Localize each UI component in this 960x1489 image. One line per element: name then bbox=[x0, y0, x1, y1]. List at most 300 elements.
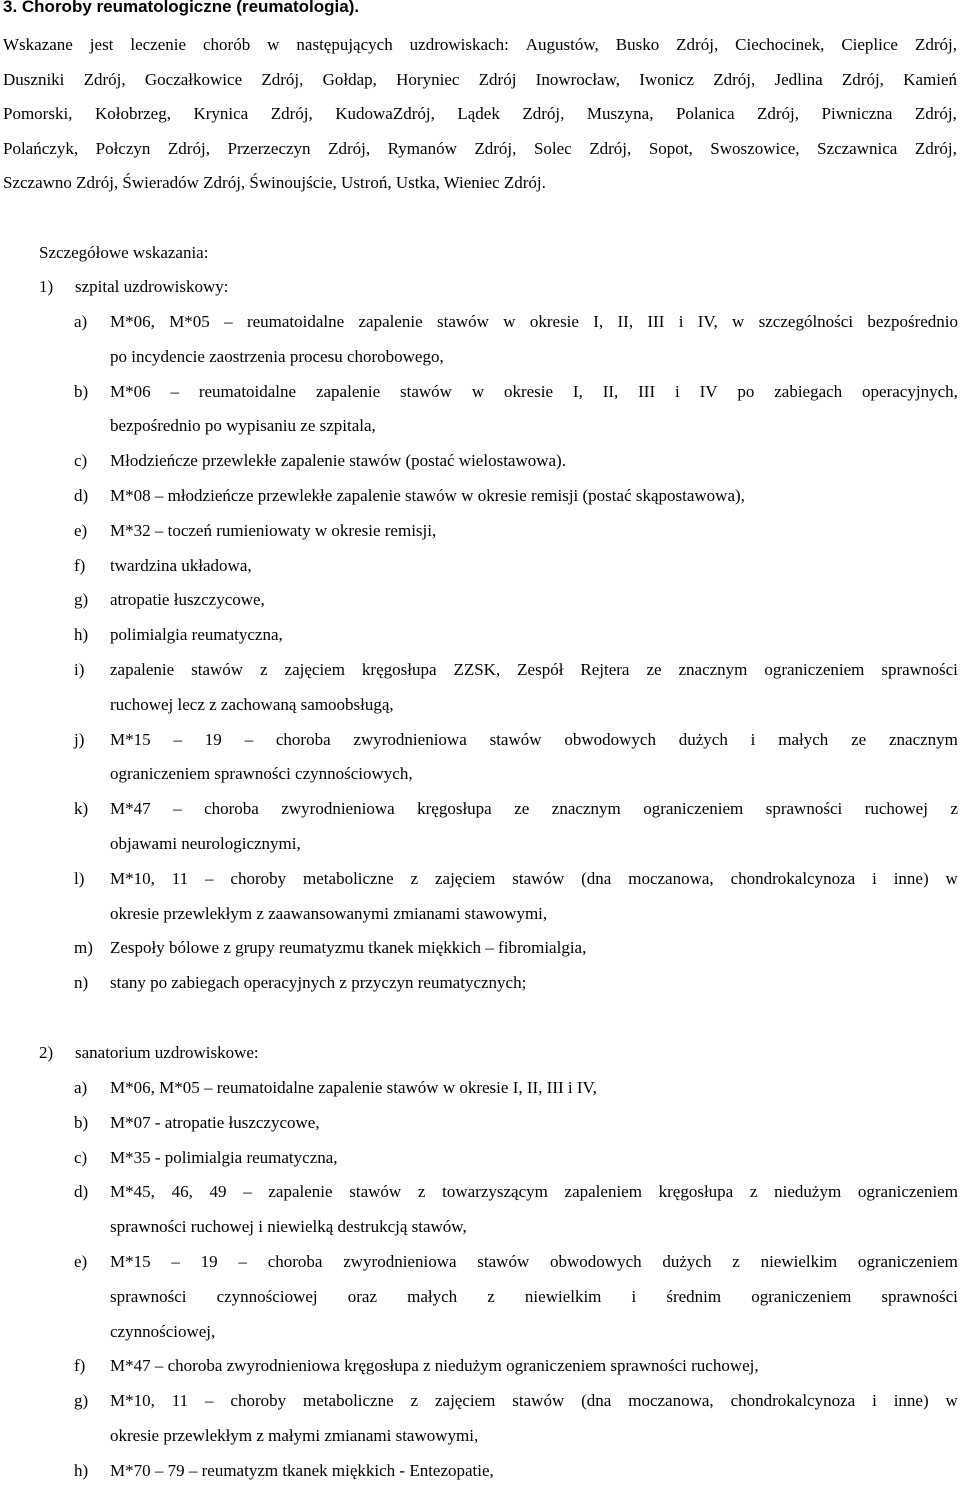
list-item bbox=[74, 1106, 958, 1141]
list-item-line bbox=[110, 827, 958, 862]
word: – bbox=[173, 729, 182, 749]
list-item-line bbox=[110, 1245, 958, 1280]
word: kręgosłupa bbox=[417, 799, 492, 819]
word: Horyniec bbox=[396, 69, 460, 89]
list-item bbox=[74, 653, 958, 723]
word: Sopot, bbox=[648, 138, 693, 158]
list-item-line bbox=[110, 618, 958, 653]
word: towarzyszącym bbox=[442, 1182, 548, 1202]
word: – bbox=[224, 312, 233, 331]
list-item-letter: d) bbox=[74, 1182, 89, 1202]
word: chondrokalcynoza bbox=[730, 868, 856, 888]
word: stawów bbox=[489, 729, 542, 749]
word: zwyrodnieniowa bbox=[343, 1251, 457, 1271]
line-text: okresie przewlekłym z zaawansowanymi zmianami stawowymi, bbox=[110, 903, 548, 923]
word: metaboliczne bbox=[303, 1391, 394, 1411]
word: moczanowa, bbox=[628, 1391, 714, 1411]
word: – bbox=[205, 1391, 214, 1411]
word: ze bbox=[851, 729, 867, 749]
word: stawów bbox=[477, 1251, 530, 1271]
list-item-line bbox=[110, 549, 958, 584]
word: i bbox=[631, 1286, 637, 1306]
list-item-letter: m) bbox=[74, 938, 93, 958]
word: metaboliczne bbox=[303, 868, 394, 888]
line-text: M*08 – młodzieńcze przewlekłe zapalenie stawów w okresie remisji (postać skąpostawowa), bbox=[110, 485, 745, 505]
list-item bbox=[74, 305, 958, 375]
word: Kamień bbox=[903, 69, 957, 89]
line-text: Młodzieńcze przewlekłe zapalenie stawów (postać wielostawowa). bbox=[110, 451, 566, 471]
list-item-letter: a) bbox=[74, 312, 88, 331]
list-item-letter: f) bbox=[74, 555, 86, 575]
list-item bbox=[74, 1384, 958, 1454]
word: choroba bbox=[204, 799, 259, 819]
list-item bbox=[74, 966, 958, 1001]
list-item-text bbox=[110, 1454, 958, 1489]
list-item-letter: g) bbox=[74, 1391, 89, 1411]
section-hospital-list bbox=[74, 305, 958, 1001]
word: po bbox=[737, 381, 755, 401]
word: Pomorski, bbox=[3, 104, 73, 124]
word: i bbox=[674, 381, 680, 401]
word: z bbox=[410, 1391, 419, 1411]
word: 19 bbox=[200, 1251, 218, 1271]
word: Zdrój, bbox=[83, 69, 126, 89]
word: Zdrój, bbox=[914, 104, 957, 124]
word: następujących bbox=[296, 35, 393, 54]
list-item bbox=[74, 1071, 958, 1106]
word: reumatoidalne bbox=[246, 312, 345, 331]
list-item-text bbox=[110, 1245, 958, 1349]
word: z bbox=[487, 1286, 495, 1306]
word: niedużym bbox=[774, 1182, 842, 1202]
list-item-letter: i) bbox=[74, 659, 85, 679]
word: z bbox=[732, 1251, 740, 1271]
list-item-text bbox=[110, 444, 958, 479]
word: obwodowych bbox=[564, 729, 656, 749]
word: M*47 bbox=[110, 799, 151, 819]
word: w bbox=[267, 35, 280, 54]
list-item-letter: e) bbox=[74, 1251, 88, 1271]
word: z bbox=[749, 1182, 758, 1202]
word: zajęciem bbox=[434, 1391, 496, 1411]
line-text: sprawności ruchowej i niewielką destrukcją stawów, bbox=[110, 1217, 467, 1237]
list-item-line bbox=[110, 340, 958, 375]
list-item-text bbox=[110, 375, 958, 445]
word: znacznym bbox=[678, 659, 748, 679]
word: okresie bbox=[529, 312, 579, 331]
word: 46, bbox=[171, 1182, 193, 1202]
word: Zdrój, bbox=[841, 69, 884, 89]
word: operacyjnych, bbox=[862, 381, 958, 401]
word: 11 bbox=[171, 1391, 189, 1411]
word: zapalenie bbox=[110, 659, 175, 679]
word: Szczawnica bbox=[817, 138, 898, 158]
intro-line: Szczawno Zdrój, Świeradów Zdrój, Świnoujście, Ustroń, Ustka, Wieniec Zdrój. bbox=[3, 173, 546, 193]
list-item-text bbox=[110, 792, 958, 862]
list-item-text bbox=[110, 514, 958, 549]
word: sprawności bbox=[881, 659, 958, 679]
word: niewielkim bbox=[760, 1251, 838, 1271]
list-item-letter: a) bbox=[74, 1078, 88, 1097]
list-item bbox=[74, 792, 958, 862]
section-number: 1) bbox=[39, 277, 54, 296]
word: Zdrój, bbox=[757, 104, 800, 124]
intro-line bbox=[3, 63, 957, 98]
word: i bbox=[872, 868, 877, 888]
word: (dna bbox=[581, 868, 612, 888]
word: z bbox=[950, 799, 958, 819]
list-item-text bbox=[110, 1071, 958, 1106]
word: Przerzeczyn bbox=[227, 138, 311, 158]
section-title: 3. Choroby reumatologiczne (reumatologia). bbox=[3, 0, 360, 16]
word: ograniczeniem bbox=[643, 799, 744, 819]
list-item-line bbox=[110, 479, 958, 514]
list-item-letter: l) bbox=[74, 868, 85, 888]
list-item bbox=[74, 862, 958, 932]
word: Inowrocław, bbox=[535, 69, 621, 89]
word: zapalenie bbox=[268, 1182, 333, 1202]
word: ograniczeniem bbox=[751, 1286, 852, 1306]
list-item-text bbox=[110, 479, 958, 514]
list-item bbox=[74, 514, 958, 549]
word: Zdrój, bbox=[713, 69, 756, 89]
word: ograniczeniem bbox=[857, 1182, 958, 1202]
word: chondrokalcynoza bbox=[730, 1391, 856, 1411]
word: KudowaZdrój, bbox=[335, 104, 435, 124]
word: małych bbox=[778, 729, 829, 749]
word: Muszyna, bbox=[586, 104, 654, 124]
word: II, bbox=[602, 381, 619, 401]
word: stawów bbox=[191, 659, 244, 679]
word: Gołdap, bbox=[322, 69, 377, 89]
word: M*10, bbox=[110, 1391, 155, 1411]
word: M*05 bbox=[169, 312, 210, 331]
list-item bbox=[74, 1245, 958, 1349]
word: Cieplice bbox=[841, 35, 898, 54]
line-text: ruchowej lecz z zachowaną samoobsługą, bbox=[110, 694, 394, 714]
list-item-line bbox=[110, 1384, 958, 1419]
word: choroba bbox=[267, 1251, 323, 1271]
section-hospital-heading bbox=[39, 270, 228, 304]
word: Zdrój, bbox=[914, 35, 957, 54]
list-item-text bbox=[110, 1384, 958, 1454]
list-item-letter: c) bbox=[74, 1147, 88, 1167]
word: III bbox=[638, 381, 656, 401]
word: IV, bbox=[697, 312, 718, 331]
word: sprawności bbox=[110, 1286, 187, 1306]
word: Busko bbox=[615, 35, 660, 54]
word: zwyrodnieniowa bbox=[281, 799, 395, 819]
word: małych bbox=[407, 1286, 458, 1306]
line-text: Zespoły bólowe z grupy reumatyzmu tkanek miękkich – fibromialgia, bbox=[110, 938, 587, 958]
word: choroby bbox=[230, 868, 287, 888]
word: ze bbox=[646, 659, 662, 679]
word: Augustów, bbox=[525, 35, 599, 54]
word: stawów bbox=[437, 312, 489, 331]
list-item-text bbox=[110, 1106, 958, 1141]
word: IV bbox=[699, 381, 718, 401]
intro-line bbox=[3, 28, 957, 63]
list-item-line bbox=[110, 897, 958, 932]
word: Krynica bbox=[193, 104, 249, 124]
list-item-letter: e) bbox=[74, 520, 88, 540]
list-item-text bbox=[110, 1349, 958, 1384]
list-item-letter: g) bbox=[74, 590, 89, 610]
word: sprawności bbox=[881, 1286, 958, 1306]
list-item-line bbox=[110, 688, 958, 723]
word: z bbox=[410, 868, 419, 888]
word: stawów bbox=[400, 381, 452, 401]
word: Zdrój, bbox=[328, 138, 371, 158]
word: – bbox=[205, 868, 214, 888]
word: chorób bbox=[203, 35, 251, 54]
list-item-letter: k) bbox=[74, 799, 89, 819]
word: M*06, bbox=[110, 312, 155, 331]
word: Zdrój, bbox=[589, 138, 632, 158]
list-item-line bbox=[110, 409, 958, 444]
word: ograniczeniem bbox=[764, 659, 865, 679]
list-item-text bbox=[110, 862, 958, 932]
word: 49 bbox=[209, 1182, 227, 1202]
word: Solec bbox=[533, 138, 572, 158]
word: dużych bbox=[678, 729, 728, 749]
list-item bbox=[74, 618, 958, 653]
list-item bbox=[74, 1141, 958, 1176]
word: choroba bbox=[275, 729, 331, 749]
word: ograniczeniem bbox=[857, 1251, 958, 1271]
section-number: 2) bbox=[39, 1043, 54, 1062]
list-item-line bbox=[110, 1315, 958, 1350]
line-text: atropatie łuszczycowe, bbox=[110, 590, 265, 610]
word: sprawności bbox=[765, 799, 843, 819]
word: – bbox=[173, 799, 182, 819]
word: stawów bbox=[512, 868, 565, 888]
word: I, bbox=[593, 312, 604, 331]
word: obwodowych bbox=[550, 1251, 642, 1271]
list-item-line bbox=[110, 1071, 958, 1106]
word: – bbox=[238, 1251, 247, 1271]
word: Lądek bbox=[457, 104, 500, 124]
list-item bbox=[74, 583, 958, 618]
line-text: czynnościowej, bbox=[110, 1321, 216, 1341]
details-heading: Szczegółowe wskazania: bbox=[39, 243, 209, 262]
list-item-text bbox=[110, 653, 958, 723]
word: zapalenie bbox=[315, 381, 381, 401]
list-item-text bbox=[110, 618, 958, 653]
word: Jedlina bbox=[774, 69, 823, 89]
word: dużych bbox=[662, 1251, 712, 1271]
list-item-text bbox=[110, 305, 958, 375]
list-item bbox=[74, 375, 958, 445]
word: Zdrój, bbox=[914, 138, 957, 158]
word: znacznym bbox=[888, 729, 958, 749]
word: M*06 bbox=[110, 381, 151, 401]
word: reumatoidalne bbox=[198, 381, 297, 401]
list-item-text bbox=[110, 1175, 958, 1245]
word: czynnościowej bbox=[216, 1286, 318, 1306]
word: Zdrój, bbox=[474, 138, 517, 158]
word: w bbox=[732, 312, 745, 331]
list-item-line bbox=[110, 723, 958, 758]
line-text: M*06, M*05 – reumatoidalne zapalenie stawów w okresie I, II, III i IV, bbox=[110, 1078, 597, 1097]
list-item-letter: b) bbox=[74, 1112, 89, 1132]
word: zapalenie bbox=[358, 312, 423, 331]
list-item-letter: f) bbox=[74, 1356, 86, 1376]
word: Zdrój, bbox=[167, 138, 210, 158]
word: szczególności bbox=[758, 312, 854, 331]
word: Piwniczna bbox=[821, 104, 893, 124]
list-item-line bbox=[110, 375, 958, 410]
word: III bbox=[647, 312, 665, 331]
word: Zdrój bbox=[478, 69, 517, 89]
section-heading-text: szpital uzdrowiskowy: bbox=[75, 277, 229, 296]
word: zapaleniem bbox=[564, 1182, 642, 1202]
list-item bbox=[74, 931, 958, 966]
line-text: bezpośrednio po wypisaniu ze szpitala, bbox=[110, 416, 376, 436]
line-text: M*32 – toczeń rumieniowaty w okresie remisji, bbox=[110, 520, 437, 540]
word: I, bbox=[572, 381, 583, 401]
word: Polańczyk, bbox=[3, 138, 79, 158]
list-item-line bbox=[110, 653, 958, 688]
line-text: M*35 - polimialgia reumatyczna, bbox=[110, 1147, 338, 1167]
word: 11 bbox=[171, 868, 189, 888]
word: Kołobrzeg, bbox=[94, 104, 171, 124]
list-item-line bbox=[110, 583, 958, 618]
word: w bbox=[945, 1391, 958, 1411]
word: Połczyn bbox=[95, 138, 151, 158]
list-item-line bbox=[110, 514, 958, 549]
line-text: M*70 – 79 – reumatyzm tkanek miękkich - Entezopatie, bbox=[110, 1460, 494, 1480]
word: ruchowej bbox=[864, 799, 928, 819]
list-item-text bbox=[110, 549, 958, 584]
word: – bbox=[171, 1251, 180, 1271]
line-text: M*47 – choroba zwyrodnieniowa kręgosłupa z niedużym ograniczeniem sprawności ruchowej, bbox=[110, 1356, 759, 1376]
word: Zdrój, bbox=[261, 69, 304, 89]
word: Iwonicz bbox=[639, 69, 695, 89]
line-text: twardzina układowa, bbox=[110, 555, 252, 575]
list-item-letter: h) bbox=[74, 625, 89, 645]
word: ZZSK, bbox=[453, 659, 501, 679]
word: z bbox=[260, 659, 268, 679]
word: Goczałkowice bbox=[144, 69, 243, 89]
word: M*10, bbox=[110, 868, 155, 888]
list-item-line bbox=[110, 792, 958, 827]
list-item-line bbox=[110, 444, 958, 479]
word: oraz bbox=[347, 1286, 377, 1306]
word: znacznym bbox=[551, 799, 621, 819]
list-item-line bbox=[110, 1454, 958, 1489]
word: Rejtera bbox=[580, 659, 630, 679]
word: Polanica bbox=[675, 104, 735, 124]
word: Wskazane bbox=[3, 35, 73, 54]
word: inne) bbox=[893, 868, 929, 888]
list-item-letter: j) bbox=[74, 729, 85, 749]
list-item-line bbox=[110, 1280, 958, 1315]
line-text: M*07 - atropatie łuszczycowe, bbox=[110, 1112, 320, 1132]
word: inne) bbox=[893, 1391, 929, 1411]
word: w bbox=[471, 381, 485, 401]
word: i bbox=[750, 729, 756, 749]
word: okresie bbox=[503, 381, 554, 401]
section-sanatorium-heading bbox=[39, 1036, 259, 1070]
word: ze bbox=[514, 799, 530, 819]
word: niewielkim bbox=[524, 1286, 602, 1306]
word: stawów bbox=[512, 1391, 565, 1411]
word: bezpośrednio bbox=[867, 312, 958, 331]
word: i bbox=[872, 1391, 877, 1411]
word: Zdrój, bbox=[522, 104, 565, 124]
word: Zdrój, bbox=[676, 35, 719, 54]
intro-line bbox=[3, 97, 957, 132]
word: kręgosłupa bbox=[361, 659, 437, 679]
line-text: okresie przewlekłym z małymi zmianami stawowymi, bbox=[110, 1425, 479, 1445]
list-item bbox=[74, 549, 958, 584]
word: moczanowa, bbox=[628, 868, 714, 888]
word: (dna bbox=[581, 1391, 612, 1411]
list-item-text bbox=[110, 931, 958, 966]
list-item bbox=[74, 1349, 958, 1384]
list-item-line bbox=[110, 1419, 958, 1454]
word: choroby bbox=[230, 1391, 287, 1411]
line-text: stany po zabiegach operacyjnych z przyczyn reumatycznych; bbox=[110, 973, 527, 993]
list-item-line bbox=[110, 1106, 958, 1141]
list-item-line bbox=[110, 966, 958, 1001]
section-sanatorium-list bbox=[74, 1071, 958, 1489]
word: zabiegach bbox=[774, 381, 843, 401]
list-item bbox=[74, 723, 958, 793]
word: leczenie bbox=[130, 35, 187, 54]
word: średnim bbox=[666, 1286, 722, 1306]
word: Duszniki bbox=[3, 69, 65, 89]
word: Rymanów bbox=[387, 138, 457, 158]
section-heading-text: sanatorium uzdrowiskowe: bbox=[75, 1043, 259, 1062]
word: w bbox=[945, 868, 958, 888]
word: M*15 bbox=[110, 729, 151, 749]
list-item-letter: c) bbox=[74, 451, 88, 471]
line-text: objawami neurologicznymi, bbox=[110, 833, 301, 853]
list-item bbox=[74, 1454, 958, 1489]
word: uzdrowiskach: bbox=[409, 35, 509, 54]
word: kręgosłupa bbox=[658, 1182, 734, 1202]
intro-paragraph bbox=[3, 28, 957, 201]
word: i bbox=[678, 312, 684, 331]
word: w bbox=[503, 312, 516, 331]
word: Ciechocinek, bbox=[735, 35, 825, 54]
word: 19 bbox=[204, 729, 222, 749]
word: II, bbox=[617, 312, 634, 331]
list-item-line bbox=[110, 305, 958, 340]
word: – bbox=[170, 381, 179, 401]
list-item-letter: b) bbox=[74, 381, 89, 401]
list-item-text bbox=[110, 583, 958, 618]
list-item bbox=[74, 444, 958, 479]
word: stawów bbox=[349, 1182, 402, 1202]
list-item-letter: h) bbox=[74, 1460, 89, 1480]
list-item-letter: d) bbox=[74, 485, 89, 505]
line-text: po incydencie zaostrzenia procesu chorobowego, bbox=[110, 346, 444, 366]
list-item-line bbox=[110, 757, 958, 792]
list-item-text bbox=[110, 1141, 958, 1176]
word: zajęciem bbox=[434, 868, 496, 888]
list-item bbox=[74, 1175, 958, 1245]
word: Zespół bbox=[517, 659, 564, 679]
word: Swoszowice, bbox=[710, 138, 800, 158]
word: jest bbox=[89, 35, 114, 54]
list-item-line bbox=[110, 1175, 958, 1210]
word: zajęciem bbox=[284, 659, 345, 679]
list-item-letter: n) bbox=[74, 973, 89, 993]
word: z bbox=[417, 1182, 426, 1202]
